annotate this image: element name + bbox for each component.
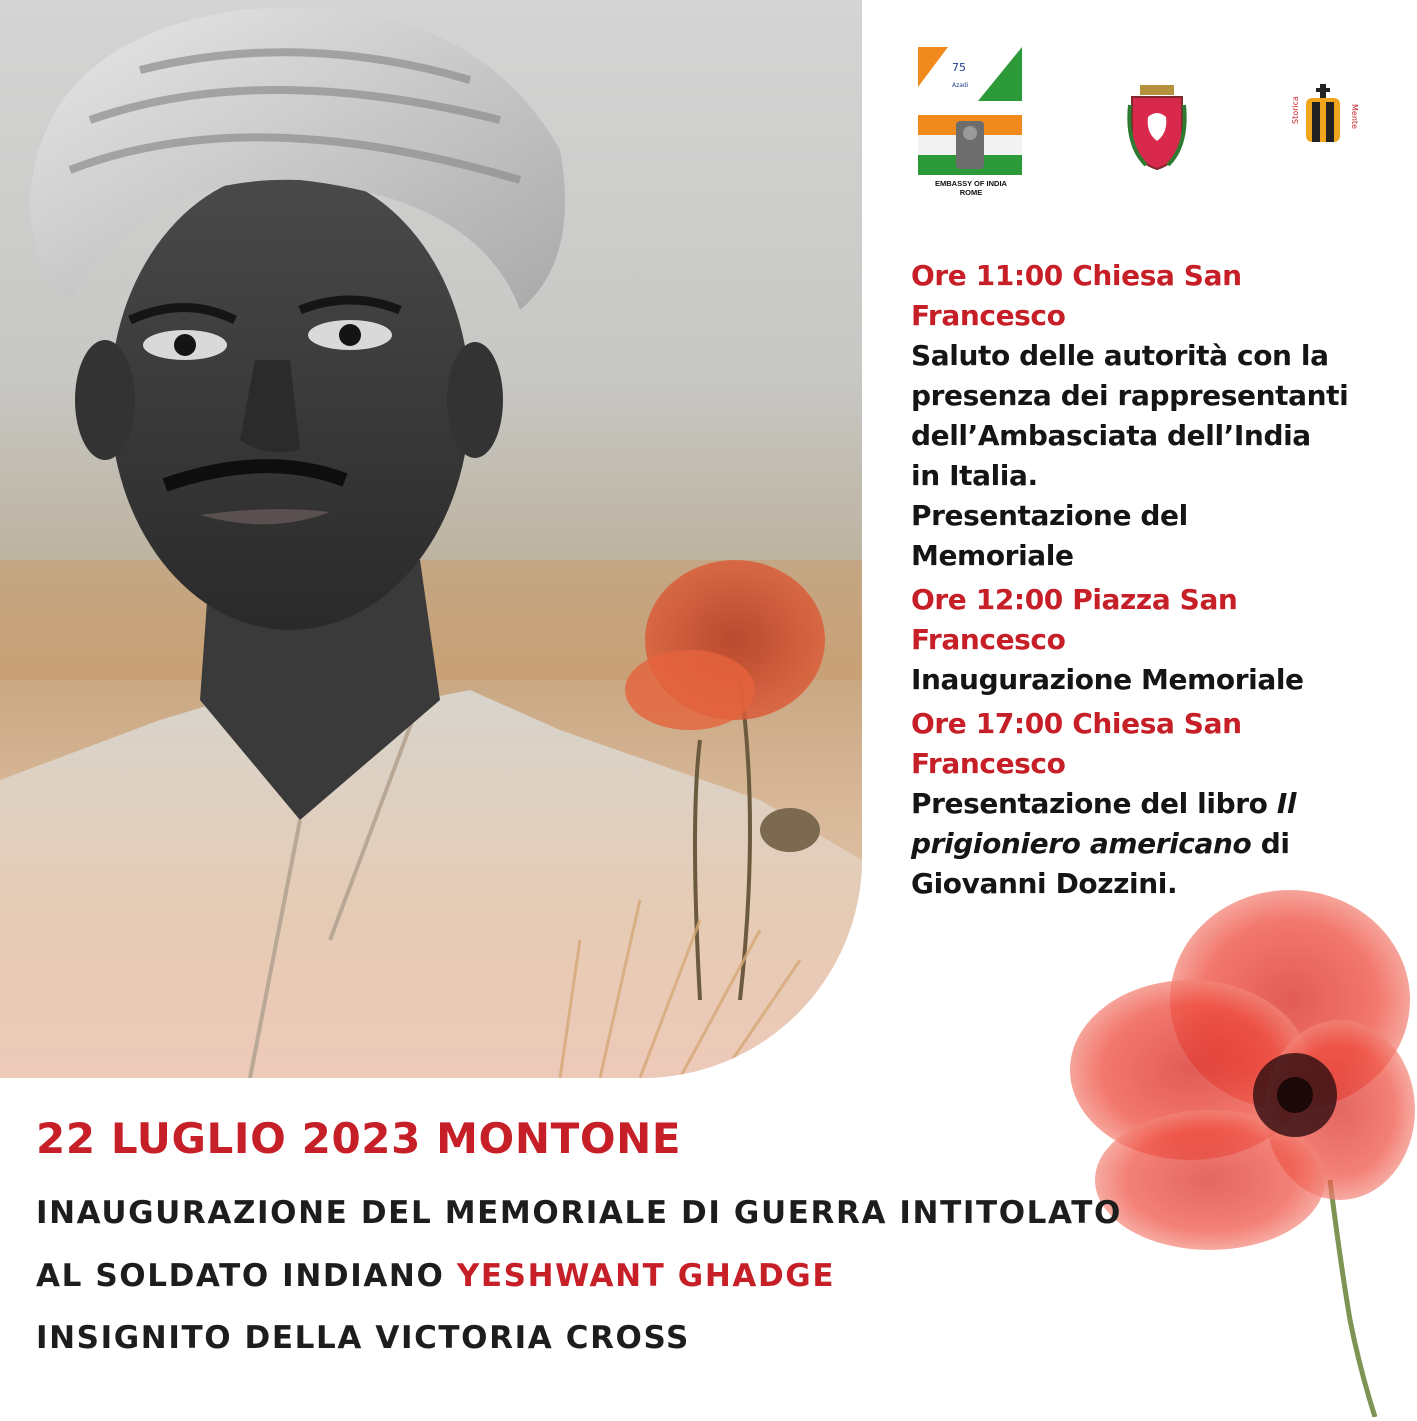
india-state-emblem-logo bbox=[918, 115, 1022, 175]
headline-text: AL SOLDATO INDIANO bbox=[36, 1258, 457, 1294]
event-description: Giovanni Dozzini. bbox=[911, 867, 1178, 900]
program-event-1 bbox=[911, 256, 1401, 576]
event-time-place: Ore 17:00 Chiesa San bbox=[911, 707, 1242, 740]
event-description: presenza dei rappresentanti bbox=[911, 379, 1349, 412]
embassy-caption: EMBASSY OF INDIA ROME bbox=[935, 179, 1007, 197]
program-event-3 bbox=[911, 704, 1401, 904]
event-description: in Italia. bbox=[911, 459, 1038, 492]
event-description: Saluto delle autorità con la bbox=[911, 339, 1329, 372]
svg-text:Azadi: Azadi bbox=[952, 82, 969, 89]
event-description-text: Presentazione del libro bbox=[911, 787, 1277, 820]
soldier-portrait-photo bbox=[0, 0, 862, 1078]
svg-text:75: 75 bbox=[952, 61, 966, 74]
event-description-text: di bbox=[1251, 827, 1290, 860]
program-event-2 bbox=[911, 580, 1401, 700]
event-time-place: Francesco bbox=[911, 747, 1066, 780]
event-time-place: Ore 11:00 Chiesa San bbox=[911, 259, 1242, 292]
event-description bbox=[911, 784, 1401, 824]
event-time-place: Francesco bbox=[911, 299, 1066, 332]
headline-line-2 bbox=[36, 1258, 835, 1294]
event-time-place: Ore 12:00 Piazza San bbox=[911, 583, 1238, 616]
storica-mente-logo bbox=[1286, 84, 1360, 154]
event-date-title: 22 LUGLIO 2023 MONTONE bbox=[36, 1114, 682, 1163]
book-title-part: prigioniero americano bbox=[911, 827, 1252, 860]
event-description: Memoriale bbox=[911, 539, 1074, 572]
event-description bbox=[911, 824, 1401, 864]
poppy-illustration bbox=[1040, 880, 1417, 1421]
soldier-name: YESHWANT GHADGE bbox=[456, 1258, 836, 1294]
montone-coat-of-arms bbox=[1126, 75, 1188, 171]
event-description: Inaugurazione Memoriale bbox=[911, 663, 1304, 696]
event-time-place: Francesco bbox=[911, 623, 1066, 656]
headline-line-1: INAUGURAZIONE DEL MEMORIALE DI GUERRA INTITOLATO bbox=[36, 1195, 1122, 1231]
headline-line-3: INSIGNITO DELLA VICTORIA CROSS bbox=[36, 1320, 690, 1356]
svg-text:Storica: Storica bbox=[1291, 96, 1300, 124]
portrait-illustration bbox=[0, 0, 862, 1078]
svg-text:Mente: Mente bbox=[1350, 104, 1359, 129]
azadi-ka-amrit-mahotsav-logo bbox=[918, 47, 1022, 101]
event-description: Presentazione del bbox=[911, 499, 1188, 532]
event-description: dell’Ambasciata dell’India bbox=[911, 419, 1311, 452]
book-title-part: Il bbox=[1276, 787, 1297, 820]
event-program bbox=[911, 256, 1401, 904]
